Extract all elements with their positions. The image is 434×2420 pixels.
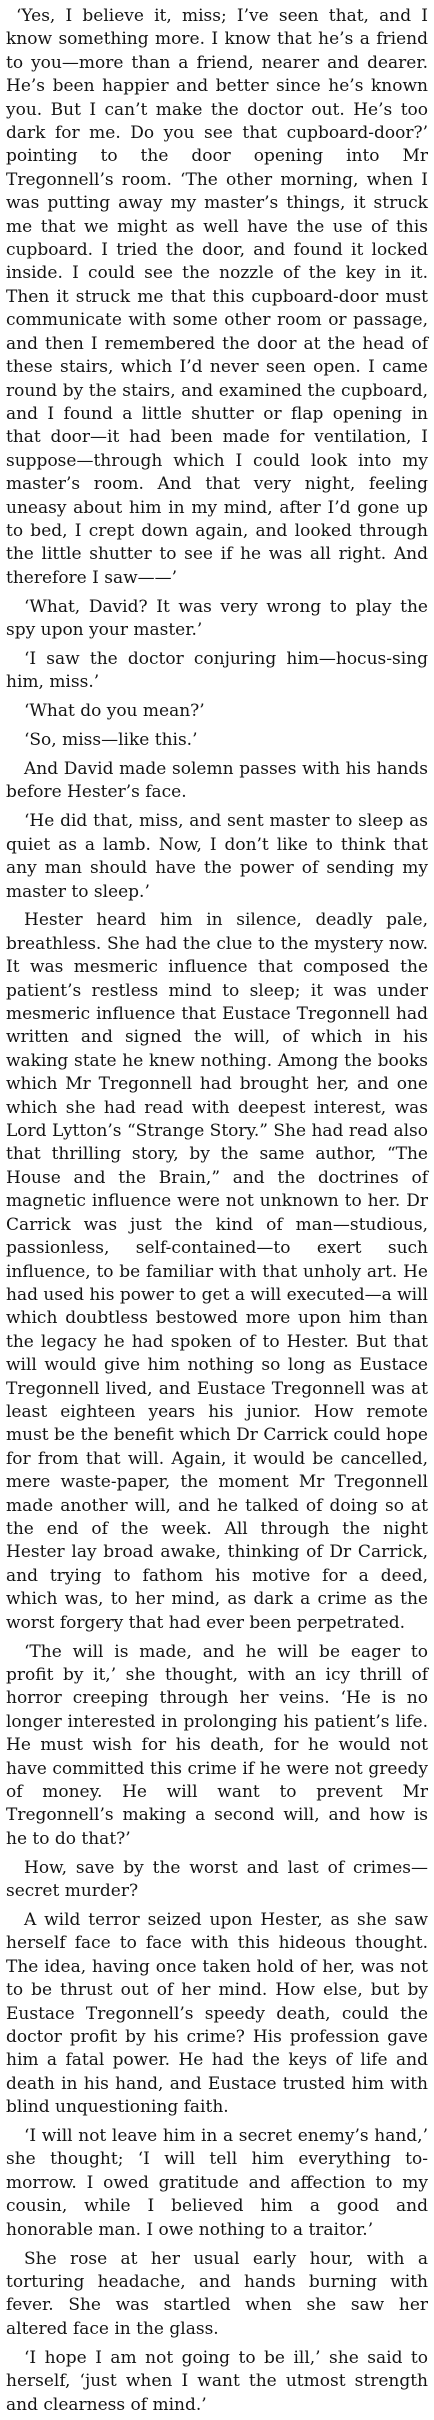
paragraph-4: ‘What do you mean?’ [24,701,205,722]
paragraph-14: ‘I hope I am not going to be ill,’ she said to herself, ‘just when I want the utmost strength and clearness of mind.’ [6,2347,428,2415]
paragraph-7: ‘He did that, miss, and sent master to sleep as quiet as a lamb. Now, I don’t like to think that any man should have the power of sending my master to sleep.’ [6,811,428,902]
paragraph-2: ‘What, David? It was very wrong to play the spy upon your master.’ [6,596,428,641]
paragraph-5: ‘So, miss—like this.’ [24,730,198,751]
paragraph-1: ‘Yes, I believe it, miss; I’ve seen that, and I know something more. I know that he’s a friend to you—more than a friend, nearer and dearer. He’s been happier and better since he’s known you. But I can’t make the doctor out. He’s too dark for me. Do you see that cupboard-door?’ pointing to the door opening into Mr Tregonnell’s room. ‘The other morning, when I was putting away my master’s things, it struck me that we might as well have the use of this cupboard. I tried the door, and found it locked inside. I could see the nozzle of the key in it. Then it struck me that this cupboard-door must communicate with some other room or passage, and then I remembered the door at the head of these stairs, which I’d never seen open. I came round by the stairs, and examined the cupboard, and I found a little shutter or flap opening in that door—it had been made for ventilation, I suppose—through which I could look into my master’s room. And that very night, feeling uneasy about him in my mind, after I’d gone up to bed, I crept down again, and looked through the little shutter to see if he was all right. And therefore I saw——’ [6,6,428,588]
article-column [6,5,428,2417]
paragraph-12: ‘I will not leave him in a secret enemy’s hand,’ she thought; ‘I will tell him everything to-morrow. I owed gratitude and affection to my cousin, while I believed him a good and honorable man. I owe nothing to a traitor.’ [6,2126,428,2240]
paragraph-11: A wild terror seized upon Hester, as she saw herself face to face with this hideous thought. The idea, having once taken hold of her, was not to be thrust out of her mind. How else, but by Eustace Tregonnell’s speedy death, could the doctor profit by his crime? His profession gave him a fatal power. He had the keys of life and death in his hand, and Eustace trusted him with blind unquestioning faith. [6,1909,428,2118]
paragraph-9: ‘The will is made, and he will be eager to profit by it,’ she thought, with an icy thrill of horror creeping through her veins. ‘He is no longer interested in prolonging his patient’s life. He must wish for his death, for he would not have committed this crime if he were not greedy of money. He will want to prevent Mr Tregonnell’s making a second will, and how is he to do that?’ [6,1641,428,1849]
paragraph-8: Hester heard him in silence, deadly pale, breathless. She had the clue to the mystery now. It was mesmeric influence that composed the patient’s restless mind to sleep; it was under mesmeric influence that Eustace Tregonnell had written and signed the will, of which in his waking state he knew nothing. Among the books which Mr Tregonnell had brought her, and one which she had read with deepest interest, was Lord Lytton’s “Strange Story.” She had read also that thrilling story, by the same author, “The House and the Brain,” and the doctrines of magnetic influence were not unknown to her. Dr Carrick was just the kind of man—studious, passionless, self-contained—to exert such influence, to be familiar with that unholy art. He had used his power to get a will executed—a will which doubtless bestowed more upon him than the legacy he had spoken of to Hester. But that will would give him nothing so long as Eustace Tregonnell lived, and Eustace Tregonnell was at least eighteen years his junior. How remote must be the benefit which Dr Carrick could hope for from that will. Again, it would be cancelled, mere waste-paper, the moment Mr Tregonnell made another will, and he talked of doing so at the end of the week. All through the night Hester lay broad awake, thinking of Dr Carrick, and trying to fathom his motive for a deed, which was, to her mind, as dark a crime as the worst forgery that had ever been perpetrated. [6,910,428,1633]
paragraph-13: She rose at her usual early hour, with a torturing headache, and hands burning with fever. She was startled when she saw her altered face in the glass. [6,2248,428,2339]
paragraph-10: How, save by the worst and last of crimes—secret murder? [6,1857,428,1902]
paragraph-3: ‘I saw the doctor conjuring him—hocus-sing him, miss.’ [6,648,428,693]
paragraph-6: And David made solemn passes with his hands before Hester’s face. [6,759,428,803]
